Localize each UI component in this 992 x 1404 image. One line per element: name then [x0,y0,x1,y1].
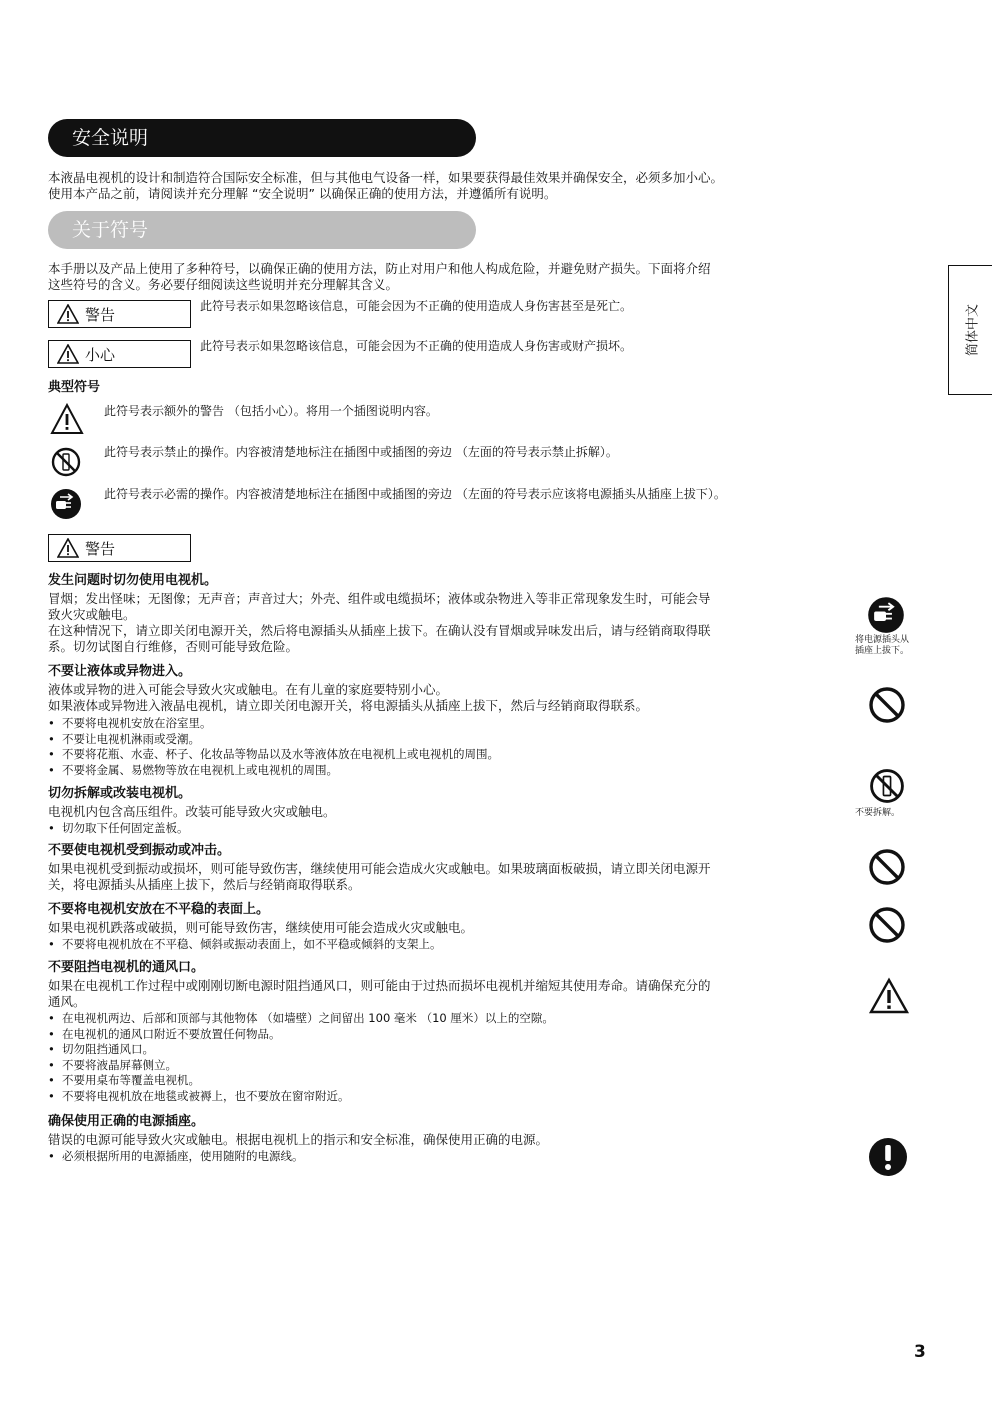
warning-item-body [48,861,711,893]
body-line: 如果电视机跌落或破损，则可能导致伤害，继续使用可能会造成火灾或触电。 [48,920,474,935]
bullet-item: • 切勿阻挡通风口。 [48,1042,554,1058]
body-line: 如果液体或异物进入液晶电视机，请立即关闭电源开关，将电源插头从插座上拔下，然后与经销商取得联系。 [48,698,649,713]
warning-label-box [48,300,191,328]
body-line: 错误的电源可能导致火灾或触电。根据电视机上的指示和安全标准，确保使用正确的电源。 [48,1132,549,1147]
unplug-icon [867,596,905,634]
symbols-intro [48,261,711,293]
body-line: 如果在电视机工作过程中或刚刚切断电源时阻挡通风口，则可能由于过热而损坏电视机并缩短其使用寿命。请确保充分的 [48,978,711,993]
prohibited-icon [868,848,906,886]
bullet-item: • 不要将液晶屏幕侧立。 [48,1058,554,1074]
bullet-item: • 不要用桌布等覆盖电视机。 [48,1073,554,1089]
bullet-item: • 不要将花瓶、水壶、杯子、化妆品等物品以及水等液体放在电视机上或电视机的周围。 [48,747,499,763]
typical-symbol-text: 此符号表示禁止的操作。内容被清楚地标注在插图中或插图的旁边 （左面的符号表示禁止拆解）。 [104,445,618,459]
warning-item-bullets [48,1149,304,1165]
warning-item-heading: 不要使电视机受到振动或冲击。 [48,843,231,858]
safety-intro-line: 使用本产品之前，请阅读并充分理解 “安全说明” 以确保正确的使用方法，并遵循所有说明。 [48,186,557,201]
warning-item-body [48,591,711,655]
body-line: 致火灾或触电。 [48,607,136,622]
body-line: 如果电视机受到振动或损坏，则可能导致伤害，继续使用可能会造成火灾或触电。如果玻璃面板破损，请立即关闭电源开 [48,861,711,876]
warning-item-bullets [48,716,499,778]
typical-symbol-text: 此符号表示额外的警告 （包括小心）。将用一个插图说明内容。 [104,404,438,418]
warning-item-heading: 不要让液体或异物进入。 [48,664,192,679]
language-side-tab [948,265,992,395]
mandatory-icon [868,1137,908,1177]
warning-triangle-icon [57,304,79,324]
bullet-item: • 不要将电视机放在地毯或被褥上，也不要放在窗帘附近。 [48,1089,554,1105]
warning-item-body [48,1132,548,1148]
no-disassembly-icon [50,446,82,478]
no-disassembly-caption [855,808,900,819]
warning-triangle-icon [50,403,84,435]
unplug-icon [50,488,82,520]
warning-section-label: 警告 [85,539,116,558]
safety-intro-line: 本液晶电视机的设计和制造符合国际安全标准，但与其他电气设备一样，如果要获得最佳效果并确保安全，必须多加小心。 [48,170,724,185]
warning-section-label-box [48,534,191,562]
body-line: 关，将电源插头从插座上拔下，然后与经销商取得联系。 [48,877,361,892]
warning-item-heading: 发生问题时切勿使用电视机。 [48,573,218,588]
typical-symbol-text: 此符号表示必需的操作。内容被清楚地标注在插图中或插图的旁边 （左面的符号表示应该将电源插头从插座上拔下）。 [104,487,726,501]
warning-item-body [48,682,648,714]
caution-description: 此符号表示如果忽略该信息，可能会因为不正确的使用造成人身伤害或财产损坏。 [200,339,633,353]
prohibited-icon [868,906,906,944]
bullet-item: • 在电视机两边、后部和顶部与其他物体 （如墙壁）之间留出 100 毫米 （10 厘米）以上的空隙。 [48,1011,554,1027]
caption-line: 不要拆解。 [855,808,901,818]
warning-triangle-icon [868,977,910,1015]
caption-line: 插座上拔下。 [855,646,910,656]
bullet-item: • 切勿取下任何固定盖板。 [48,821,189,837]
prohibited-icon [868,686,906,724]
language-side-tab-label: 简体中文 [965,303,980,357]
warning-item-bullets [48,937,442,953]
warning-item-bullets [48,1011,554,1104]
page-number: 3 [914,1342,926,1362]
body-line: 通风。 [48,994,86,1009]
section-title-symbols: 关于符号 [48,211,476,249]
warning-item-heading: 切勿拆解或改装电视机。 [48,786,192,801]
bullet-item: • 在电视机的通风口附近不要放置任何物品。 [48,1027,554,1043]
warning-label: 警告 [85,305,116,324]
caution-label: 小心 [85,345,116,364]
body-line: 在这种情况下，请立即关闭电源开关，然后将电源插头从插座上拔下。在确认没有冒烟或异味发出后，请与经销商取得联 [48,623,711,638]
body-line: 系。切勿试图自行维修，否则可能导致危险。 [48,639,299,654]
caption-line: 将电源插头从 [855,635,910,645]
body-line: 冒烟；发出怪味；无图像；无声音；声音过大；外壳、组件或电缆损坏；液体或杂物进入等非正常现象发生时，可能会导 [48,591,711,606]
warning-description: 此符号表示如果忽略该信息，可能会因为不正确的使用造成人身伤害甚至是死亡。 [200,299,633,313]
unplug-icon-caption [855,635,909,657]
symbols-intro-line: 这些符号的含义。务必要仔细阅读这些说明并充分理解其含义。 [48,277,399,292]
section-title-safety: 安全说明 [48,119,476,157]
no-disassembly-icon [868,767,906,805]
bullet-item: • 不要将电视机安放在浴室里。 [48,716,499,732]
warning-item-body [48,978,711,1010]
safety-intro [48,170,723,202]
warning-item-bullets [48,821,189,837]
warning-triangle-icon [57,538,79,558]
typical-symbols-title: 典型符号 [48,380,101,395]
body-line: 电视机内包含高压组件。改装可能导致火灾或触电。 [48,804,336,819]
symbols-intro-line: 本手册以及产品上使用了多种符号，以确保正确的使用方法，防止对用户和他人构成危险，并避免财产损失。下面将介绍 [48,261,711,276]
caution-label-box [48,340,191,368]
warning-item-body [48,804,336,820]
bullet-item: • 必须根据所用的电源插座，使用随附的电源线。 [48,1149,304,1165]
warning-triangle-icon [57,344,79,364]
warning-item-heading: 不要阻挡电视机的通风口。 [48,960,205,975]
body-line: 液体或异物的进入可能会导致火灾或触电。在有儿童的家庭要特别小心。 [48,682,449,697]
bullet-item: • 不要将金属、易燃物等放在电视机上或电视机的周围。 [48,763,499,779]
bullet-item: • 不要让电视机淋雨或受潮。 [48,732,499,748]
bullet-item: • 不要将电视机放在不平稳、倾斜或振动表面上，如不平稳或倾斜的支架上。 [48,937,442,953]
warning-item-heading: 不要将电视机安放在不平稳的表面上。 [48,902,270,917]
warning-item-heading: 确保使用正确的电源插座。 [48,1114,205,1129]
warning-item-body [48,920,473,936]
